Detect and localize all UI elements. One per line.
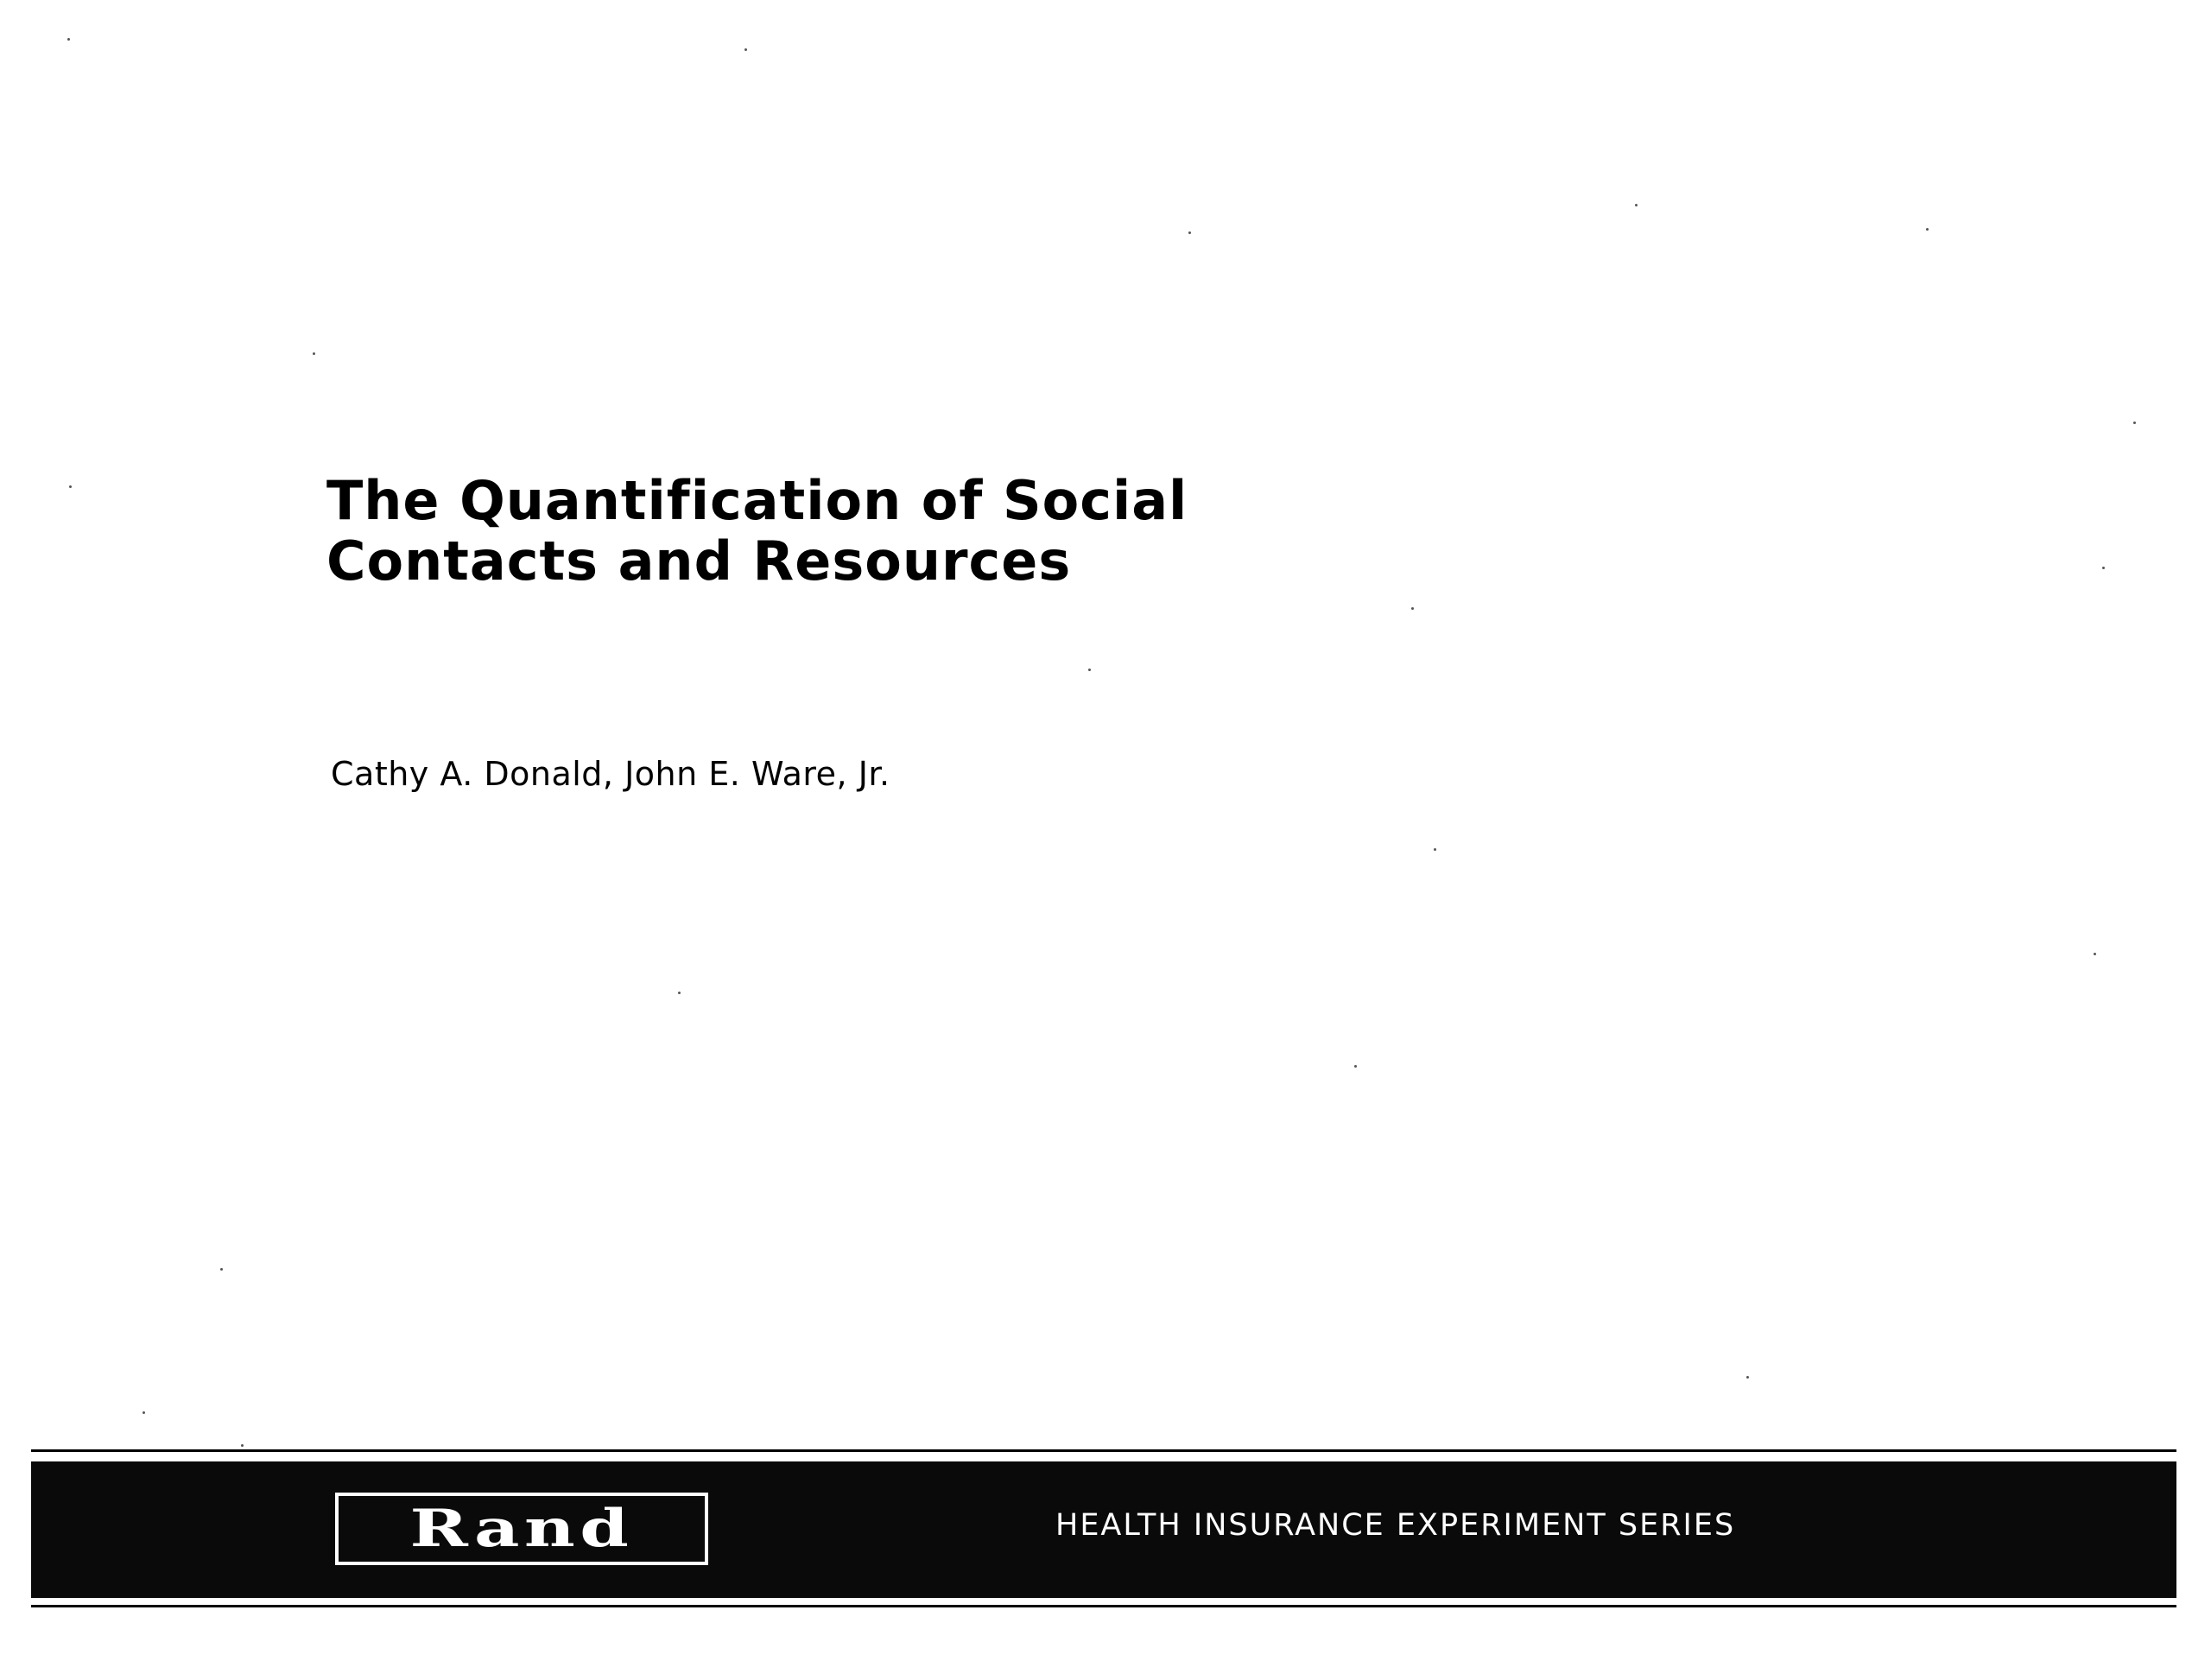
scan-speck xyxy=(2133,422,2136,424)
scan-speck xyxy=(69,485,72,488)
rand-logo xyxy=(335,1493,708,1565)
scan-speck xyxy=(1746,1376,1749,1379)
scan-speck xyxy=(67,38,70,41)
scan-speck xyxy=(1354,1065,1357,1068)
report-title xyxy=(326,471,1188,592)
authors: Cathy A. Donald, John E. Ware, Jr. xyxy=(331,755,890,793)
scan-speck xyxy=(1434,848,1436,851)
scan-speck xyxy=(1926,228,1929,231)
scan-speck xyxy=(313,352,315,355)
scan-speck xyxy=(220,1268,223,1271)
scan-speck xyxy=(1635,204,1638,206)
scan-speck xyxy=(2102,567,2105,569)
title-line-2: Contacts and Resources xyxy=(326,529,1072,593)
scan-speck xyxy=(241,1444,244,1447)
scan-speck xyxy=(1411,607,1414,610)
scan-speck xyxy=(2094,953,2096,955)
scan-speck xyxy=(744,48,747,51)
series-title: HEALTH INSURANCE EXPERIMENT SERIES xyxy=(1055,1508,1736,1543)
title-line-1: The Quantification of Social xyxy=(326,469,1188,532)
top-rule xyxy=(31,1449,2176,1452)
bottom-rule xyxy=(31,1605,2176,1607)
scan-speck xyxy=(143,1411,145,1414)
scan-speck xyxy=(1188,231,1191,234)
scan-speck xyxy=(678,992,681,994)
scan-speck xyxy=(1088,669,1091,671)
series-band xyxy=(31,1461,2176,1598)
rand-logo-text: Rand xyxy=(409,1499,634,1559)
